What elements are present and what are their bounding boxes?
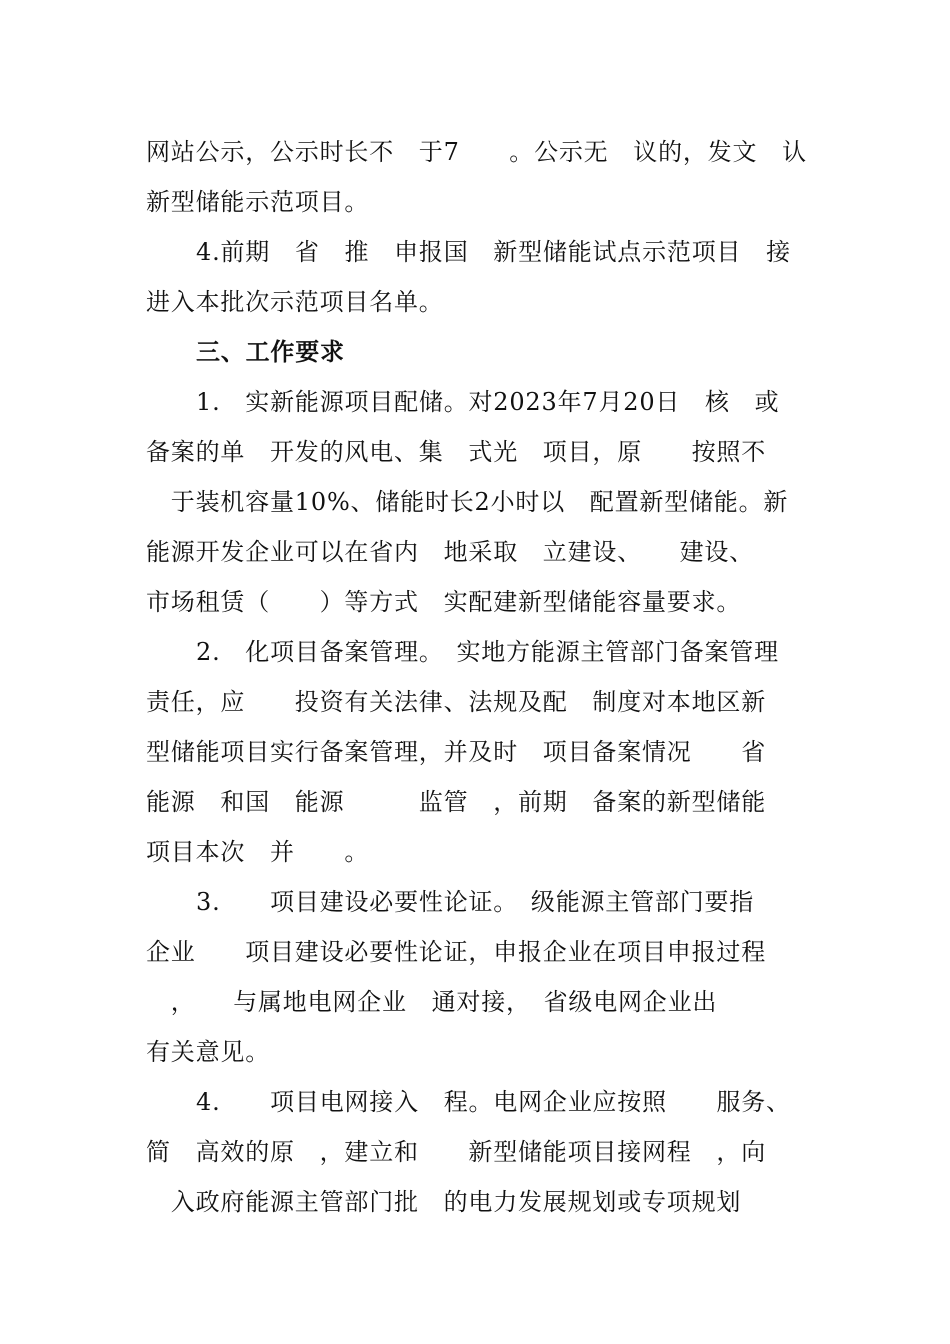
text-line-17: 企业 项目建设必要性论证，申报企业在项目申报过程	[146, 938, 766, 966]
text-line-8: 于装机容量10%、储能时长2小时以 配置新型储能。新	[146, 488, 789, 516]
text-line-18: ， 与属地电网企业 通对接， 省级电网企业出	[146, 988, 718, 1016]
text-line-11: 2. 化项目备案管理。 实地方能源主管部门备案管理	[196, 638, 779, 666]
text-line-15: 项目本次 并 。	[146, 838, 370, 866]
text-line-12: 责任，应 投资有关法律、法规及配 制度对本地区新	[146, 688, 766, 716]
text-line-7: 备案的单 开发的风电、集 式光 项目，原 按照不	[146, 438, 766, 466]
text-line-20: 4. 项目电网接入 程。电网企业应按照 服务、	[196, 1088, 791, 1116]
text-line-9: 能源开发企业可以在省内 地采取 立建设、 建设、	[146, 538, 754, 566]
text-line-13: 型储能项目实行备案管理，并及时 项目备案情况 省	[146, 738, 766, 766]
text-line-10: 市场租赁（ ）等方式 实配建新型储能容量要求。	[146, 588, 742, 616]
text-line-22: 入政府能源主管部门批 的电力发展规划或专项规划	[146, 1188, 742, 1216]
text-line-3: 4.前期 省 推 申报国 新型储能试点示范项目 接	[196, 238, 791, 266]
text-line-19: 有关意见。	[146, 1038, 270, 1066]
text-line-16: 3. 项目建设必要性论证。 级能源主管部门要指	[196, 888, 755, 916]
text-line-2: 新型储能示范项目。	[146, 188, 370, 216]
text-line-21: 简 高效的原 ，建立和 新型储能项目接网程 ，向	[146, 1138, 766, 1166]
text-line-14: 能源 和国 能源 监管 ，前期 备案的新型储能	[146, 788, 766, 816]
text-line-4: 进入本批次示范项目名单。	[146, 288, 444, 316]
text-line-6: 1. 实新能源项目配储。对2023年7月20日 核 或	[196, 388, 780, 416]
section-heading: 三、工作要求	[196, 338, 345, 366]
text-line-1: 网站公示，公示时长不 于7 。公示无 议的，发文 认	[146, 138, 807, 166]
